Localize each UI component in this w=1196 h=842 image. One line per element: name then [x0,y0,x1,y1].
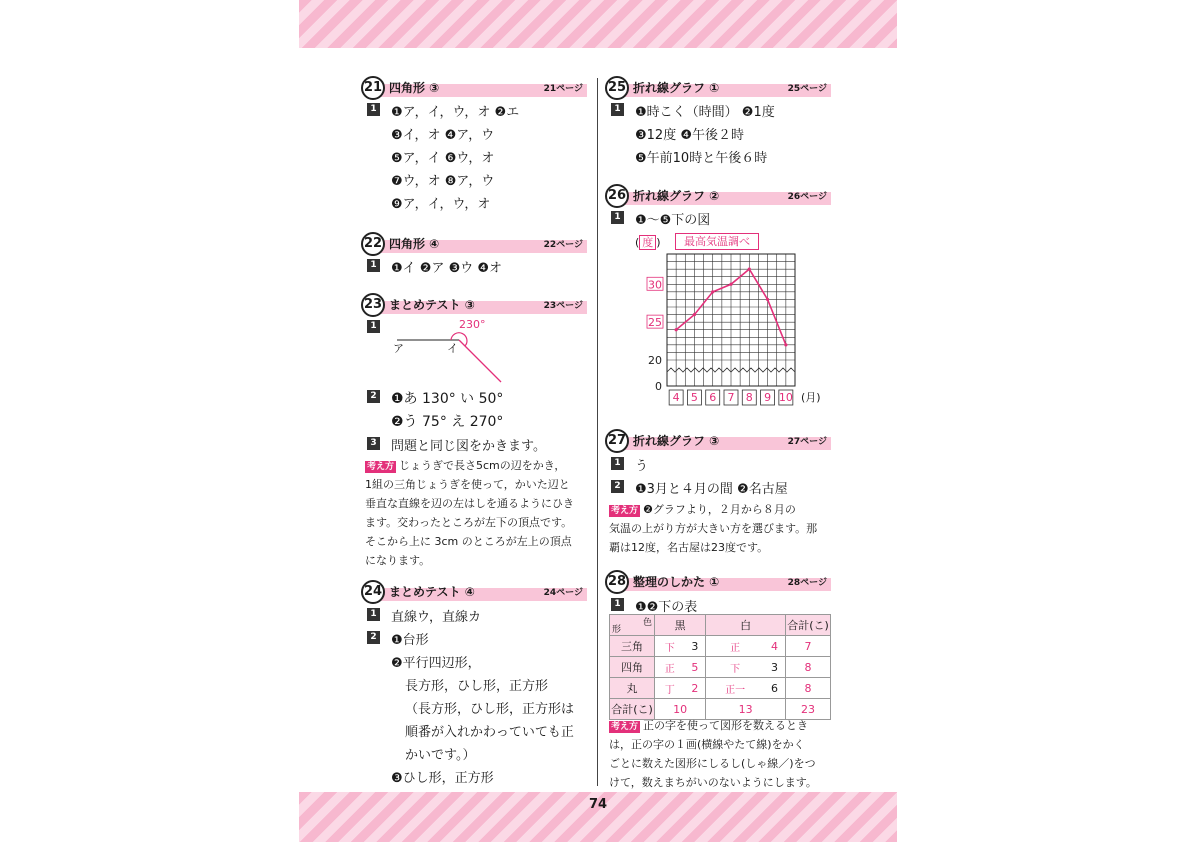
y-tick-label: 0 [655,380,662,393]
question-number: 1 [367,320,380,333]
section-24-header [361,582,587,602]
data-point [748,268,751,271]
section-title: 整理のしかた ① [633,575,720,589]
question-number: 1 [611,457,624,470]
answer-line: う [635,459,649,474]
answer-line: ❶❷下の表 [635,600,698,615]
answer-line: ❶～❺下の図 [635,213,711,228]
answer-line: ❶3月と４月の間 ❷名古屋 [635,482,788,497]
section-page-ref: 24ページ [543,588,583,598]
hint-box: 考え方 じょうぎで長さ5cmの辺をかき， 1組の三角じょうぎを使って，かいた辺と 垂直な直線を辺の左はしを通るようにひき ます。交わったところが左下の頂点です。 そこから上に 3cm のところが左上の頂点 になります。 [365,459,574,567]
question-number: 1 [611,598,624,611]
answer-line: ❺ア，イ ❻ウ，オ [391,151,495,166]
sort-table [609,614,831,720]
hint-box: 考え方 正の字を使って図形を数えるとき は，正の字の１画(横線やたて線)をかく ごとに数えた図形にしるし(しゃ線／)をつ けて，数えまちがいのないようにします。 [609,719,817,789]
question-number: 1 [367,259,380,272]
data-point [784,343,787,346]
section-number: 27 [605,429,629,453]
section-number: 25 [605,76,629,100]
x-tick-label: 5 [690,391,698,404]
section-title: 折れ線グラフ ① [633,81,720,95]
table-row: 四角 正 5 下 3 8 [610,657,831,678]
answer-line: （長方形，ひし形，正方形は [405,702,575,717]
answer-line: かいです。） [405,748,476,763]
section-title: 折れ線グラフ ③ [633,434,720,448]
section-number: 21 [361,76,385,100]
x-tick-label: 9 [764,391,772,404]
answer-line: 長方形，ひし形，正方形 [405,679,549,694]
section-number: 23 [361,293,385,317]
data-point [766,298,769,301]
answer-line: ❶台形 [391,633,429,648]
column-divider [597,78,598,786]
chart-unit-label: ( 度 ) [635,236,661,249]
table-row: 丸 丁 2 正一 6 8 [610,678,831,699]
line-chart [635,250,831,410]
y-tick-label: 25 [648,316,662,330]
section-page-ref: 22ページ [543,240,583,250]
data-point [729,283,732,286]
section-number: 22 [361,232,385,256]
question-number: 1 [611,211,624,224]
answer-line: ❶時こく（時間） ❷1度 [635,105,775,120]
answer-line: ❸イ，オ ❹ア，ウ [391,128,495,143]
section-page-ref: 27ページ [787,437,827,447]
section-28-header [605,572,831,592]
point-label-a: ア [393,342,404,355]
table-row: 三角 下 3 正 4 7 [610,636,831,657]
answer-line: ❸ひし形，正方形 [391,771,494,786]
answer-line: ❺午前10時と午後６時 [635,151,768,166]
point-label-i: イ [447,342,458,355]
question-number: 2 [367,390,380,403]
section-26-header [605,186,831,206]
table-row: 合計(こ) 10 13 23 [610,699,831,720]
question-number: 2 [367,631,380,644]
section-27-header [605,431,831,451]
chart-x-unit: (月) [801,391,821,404]
header-black: 黒 [655,615,706,636]
section-title: 折れ線グラフ ② [633,189,720,203]
section-22-header [361,234,587,254]
answer-line: 順番が入れかわっていても正 [405,725,574,740]
answer-line: 直線ウ，直線カ [391,610,481,625]
section-number: 26 [605,184,629,208]
data-point [711,290,714,293]
answer-line: ❶イ ❷ア ❸ウ ❹オ [391,261,503,276]
question-number: 3 [367,437,380,450]
x-tick-label: 6 [709,391,717,404]
question-number: 1 [367,103,380,116]
question-number: 1 [611,103,624,116]
answer-line: ❷う 75° え 270° [391,414,504,430]
x-tick-label: 7 [727,391,735,404]
answer-line: ❷平行四辺形， [391,656,481,671]
section-25-header [605,78,831,98]
section-page-ref: 21ページ [543,84,583,94]
section-title: 四角形 ③ [389,81,440,95]
header-total: 合計(こ) [786,615,831,636]
section-title: まとめテスト ④ [389,585,475,599]
x-tick-label: 8 [745,391,753,404]
header-white: 白 [706,615,786,636]
section-23-header [361,295,587,315]
answer-page [299,0,897,842]
question-number: 1 [367,608,380,621]
section-title: まとめテスト ③ [389,298,475,312]
answer-line: 問題と同じ図をかきます。 [391,439,546,454]
answer-line: ❾ア，イ，ウ，オ [391,197,491,212]
section-title: 四角形 ④ [389,237,440,251]
y-tick-label: 20 [648,354,662,367]
y-tick-label: 30 [648,278,662,292]
section-page-ref: 26ページ [787,192,827,202]
page-number: 74 [588,797,608,812]
section-page-ref: 28ページ [787,578,827,588]
section-page-ref: 23ページ [543,301,583,311]
chart-title: 最高気温調べ [675,233,759,250]
angle-label: 230° [459,318,486,331]
x-tick-label: 10 [778,391,793,404]
section-number: 28 [605,570,629,594]
x-tick-label: 4 [672,391,680,404]
hint-box: 考え方 ❷グラフより，２月から８月の 気温の上がり方が大きい方を選びます。那 覇は12度，名古屋は23度です。 [609,503,818,554]
answer-line: ❸12度 ❹午後２時 [635,128,744,143]
section-page-ref: 25ページ [787,84,827,94]
hint-tag: 考え方 [611,506,639,516]
section-21-header [361,78,587,98]
answer-line: ❶あ 130° い 50° [391,391,504,407]
answer-line: ❼ウ，オ ❽ア，ウ [391,174,495,189]
data-point [675,328,678,331]
hint-tag: 考え方 [611,722,639,732]
hint-tag: 考え方 [367,462,395,472]
question-number: 2 [611,480,624,493]
data-point [693,313,696,316]
top-stripe [299,0,897,48]
section-number: 24 [361,580,385,604]
corner-cell: 色 形 [610,615,655,636]
answer-line: ❶ア，イ，ウ，オ ❷エ [391,105,520,120]
